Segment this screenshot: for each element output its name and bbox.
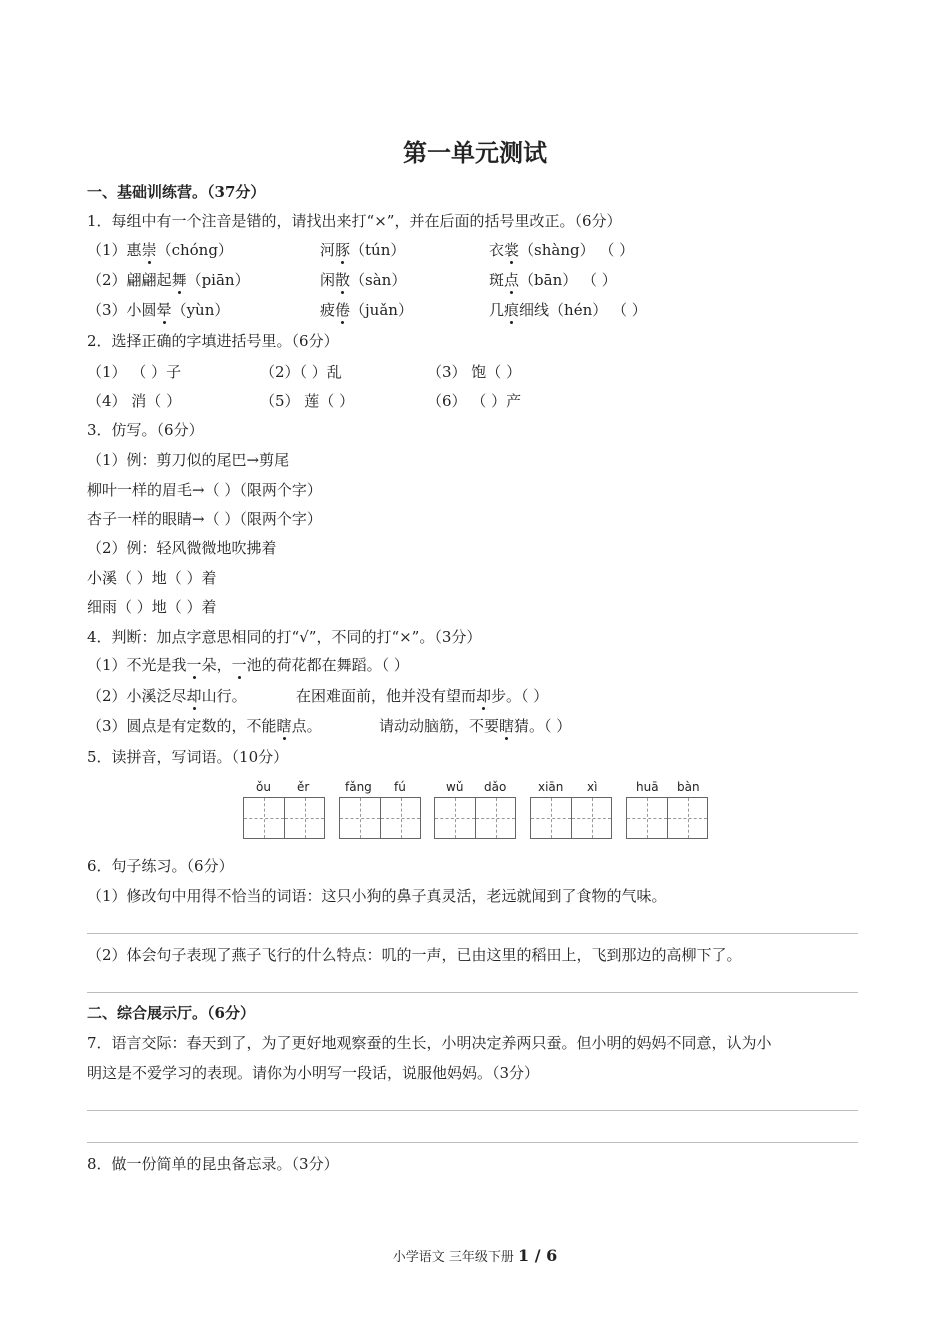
section-1-heading: 一、基础训练营。（37分） [87, 183, 266, 201]
q3-item-2: 杏子一样的眼睛→（ ）（限两个字） [87, 510, 322, 528]
page-footer [0, 1246, 950, 1265]
pinyin-label: wǔ [446, 780, 464, 794]
question-8: 8．做一份简单的昆虫备忘录。（3分） [87, 1155, 339, 1173]
answer-line[interactable] [87, 933, 858, 934]
page-title: 第一单元测试 [403, 138, 547, 167]
pinyin-label: dǎo [484, 780, 507, 794]
pinyin-label: ǒu [256, 780, 271, 794]
q3-item-1: 柳叶一样的眉毛→（ ）（限两个字） [87, 481, 322, 499]
q1-row-2: （2）翩翩起舞（piān） 闲散（sàn） 斑点（bān） （ ） [87, 271, 617, 289]
pinyin-label: xiān [538, 780, 564, 794]
pinyin-label: bàn [677, 780, 700, 794]
q4-row-1: （1）不光是我一朵，一池的荷花都在舞蹈。（ ） [87, 656, 409, 674]
writing-grid[interactable] [530, 797, 612, 839]
writing-grid[interactable] [626, 797, 708, 839]
pinyin-label: ěr [297, 780, 310, 794]
answer-line[interactable] [87, 1142, 858, 1143]
footer-text: 小学语文 三年级下册 [392, 1250, 518, 1265]
q4-row-2: （2）小溪泛尽却山行。 在困难面前，他并没有望而却步。（ ） [87, 687, 549, 705]
q3-item-4: 细雨（ ）地（ ）着 [87, 598, 217, 616]
answer-line[interactable] [87, 992, 858, 993]
writing-grid[interactable] [339, 797, 421, 839]
question-5: 5．读拼音，写词语。（10分） [87, 748, 289, 766]
pinyin-label: xì [587, 780, 598, 794]
question-4: 4．判断：加点字意思相同的打“√”，不同的打“×”。（3分） [87, 628, 482, 646]
q3-example-1: （1）例：剪刀似的尾巴→剪尾 [87, 451, 290, 469]
answer-line[interactable] [87, 1110, 858, 1111]
q6-item-1: （1）修改句中用得不恰当的词语：这只小狗的鼻子真灵活，老远就闻到了食物的气味。 [87, 887, 667, 905]
q2-row-2: （4） 消（ ） （5） 莲（ ） （6） （ ）产 [87, 392, 522, 410]
q3-example-2: （2）例：轻风微微地吹拂着 [87, 539, 277, 557]
q2-row-1: （1） （ ）子 （2）（ ）乱 （3） 饱（ ） [87, 363, 522, 381]
q1-row-3: （3）小圆晕（yùn） 疲倦（juǎn） 几痕细线（hén） （ ） [87, 301, 647, 319]
page-number: 1 / 6 [518, 1246, 558, 1265]
pinyin-label: fǎng [345, 780, 372, 794]
section-2-heading: 二、综合展示厅。（6分） [87, 1004, 255, 1022]
question-1: 1．每组中有一个注音是错的，请找出来打“×”，并在后面的括号里改正。（6分） [87, 212, 622, 230]
question-2: 2．选择正确的字填进括号里。（6分） [87, 332, 339, 350]
writing-grid[interactable] [434, 797, 516, 839]
pinyin-label: huā [636, 780, 659, 794]
q4-row-3: （3）圆点是有定数的，不能瞎点。 请动动脑筋，不要瞎猜。（ ） [87, 717, 572, 735]
question-3: 3．仿写。（6分） [87, 421, 204, 439]
q3-item-3: 小溪（ ）地（ ）着 [87, 569, 217, 587]
question-6: 6．句子练习。（6分） [87, 857, 234, 875]
question-7-line-2: 明这是不爱学习的表现。请你为小明写一段话，说服他妈妈。（3分） [87, 1064, 540, 1082]
writing-grid[interactable] [243, 797, 325, 839]
pinyin-label: fú [394, 780, 406, 794]
q1-row-1: （1）惠崇（chóng） 河豚（tún） 衣裳（shàng） （ ） [87, 241, 635, 259]
q6-item-2: （2）体会句子表现了燕子飞行的什么特点：叽的一声，已由这里的稻田上，飞到那边的高柳下了。 [87, 946, 742, 964]
question-7-line-1: 7．语言交际：春天到了，为了更好地观察蚕的生长，小明决定养两只蚕。但小明的妈妈不同意，认为小 [87, 1034, 772, 1052]
